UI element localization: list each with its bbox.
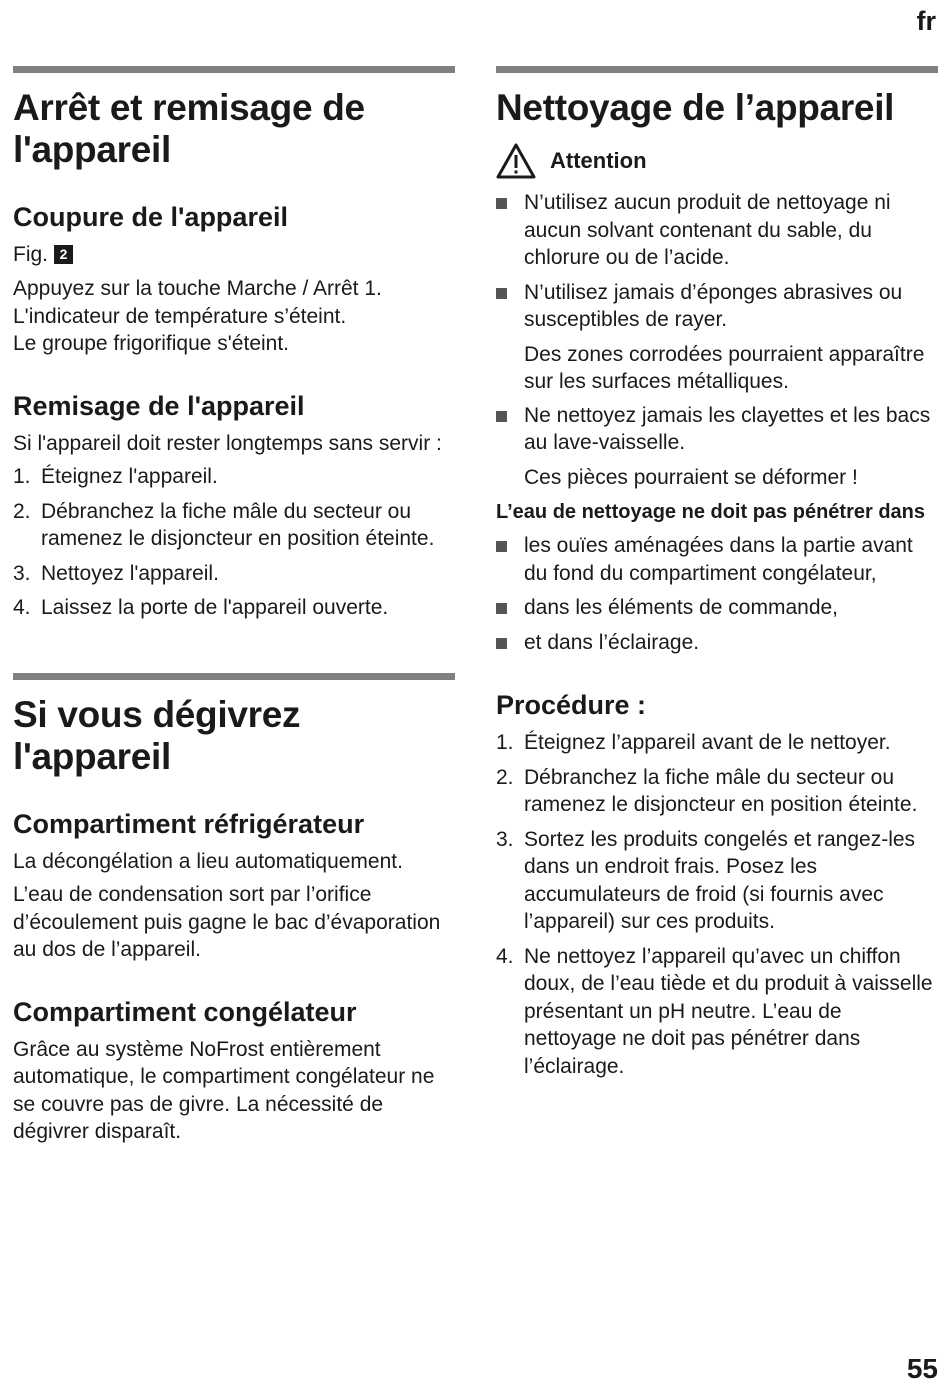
heading-switch-off: Coupure de l'appareil [13,202,288,232]
list-item [496,629,938,657]
section-rule [13,66,455,73]
fridge-text-2: L’eau de condensation sort par l’orifice d’écoulement puis gagne le bac d’évaporation au dos de l’appareil. [13,883,441,961]
list-item [496,729,938,757]
section-title-cleaning: Nettoyage de l’appareil [496,87,895,128]
right-column [496,66,938,1087]
step-number: 3. [496,827,514,851]
warning-text: N’utilisez aucun produit de nettoyage ni aucun solvant contenant du sable, du chlorure ou de l’acide. [524,191,891,269]
step-number: 1. [496,731,514,754]
heading-procedure: Procédure : [496,690,647,720]
page-number: 55 [906,1353,938,1384]
bullet-square-icon [496,411,507,422]
list-item [13,463,455,491]
step-text: Éteignez l'appareil. [41,465,218,488]
warnings-list [496,189,938,334]
list-item [496,402,938,457]
water-item-text: dans les éléments de commande, [524,596,839,619]
fig-label: Fig. [13,243,49,266]
step-text: Laissez la porte de l'appareil ouverte. [41,596,389,619]
step-number: 4. [496,944,514,968]
attention-label: Attention [550,148,647,173]
step-number: 3. [13,561,31,585]
warning-triangle-icon [496,143,536,179]
bullet-square-icon [496,288,507,299]
warning-text: Ne nettoyez jamais les clayettes et les bacs au lave-vaisselle. [524,403,931,454]
water-item-text: les ouïes aménagées dans la partie avant du fond du compartiment congélateur, [524,534,913,585]
list-item [496,826,938,936]
storage-intro: Si l'appareil doit rester longtemps sans servir : [13,431,442,455]
fig-number-badge: 2 [54,245,73,264]
section-title-stopping: Arrêt et remisage de l'appareil [13,87,365,170]
freezer-text: Grâce au système NoFrost entièrement automatique, le compartiment congélateur ne se couvre pas de givre. La nécessité de dégivrer disparaît. [13,1037,435,1143]
step-text: Débranchez la fiche mâle du secteur ou ramenez le disjoncteur en position éteinte. [524,765,918,816]
list-item [13,498,455,553]
figure-reference [13,241,455,268]
attention-block [496,143,938,179]
procedure-steps [496,729,938,1080]
section-title-defrost: Si vous dégivrez l'appareil [13,693,301,777]
step-number: 2. [496,765,514,789]
step-number: 1. [13,465,31,488]
switch-off-line: Appuyez sur la touche Marche / Arrêt 1. [13,277,382,300]
step-text: Débranchez la fiche mâle du secteur ou ramenez le disjoncteur en position éteinte. [41,499,435,550]
step-number: 4. [13,596,31,619]
fridge-text-1: La décongélation a lieu automatiquement. [13,849,403,873]
step-number: 2. [13,499,31,523]
section-rule [13,673,455,680]
list-item [496,279,938,334]
list-item [13,560,455,588]
warnings-list-2 [496,402,938,457]
step-text: Sortez les produits congelés et rangez-les dans un endroit frais. Posez les accumulateurs de froid (si fournis avec l’appareil) sur ces produits. [524,827,916,933]
list-item [496,764,938,819]
step-text: Ne nettoyez l’appareil qu’avec un chiffon doux, de l’eau tiède et du produit à vaisselle présentant un pH neutre. L’eau de nettoyage ne doit pas pénétrer dans l’éclairage. [524,944,933,1078]
bullet-square-icon [496,638,507,649]
water-heading: L’eau de nettoyage ne doit pas pénétrer dans [496,501,925,523]
step-text: Nettoyez l'appareil. [41,561,219,585]
section-rule [496,66,938,73]
heading-fridge-compartment: Compartiment réfrigérateur [13,808,365,839]
switch-off-text [13,275,455,358]
warning-text: N’utilisez jamais d’éponges abrasives ou susceptibles de rayer. [524,280,903,331]
bullet-square-icon [496,603,507,614]
heading-storage: Remisage de l'appareil [13,390,305,421]
switch-off-line: Le groupe frigorifique s'éteint. [13,332,290,355]
list-item [496,189,938,272]
bullet-square-icon [496,541,507,552]
water-list [496,532,938,656]
list-item [496,532,938,587]
left-column [13,66,455,1152]
list-item [496,594,938,622]
bullet-square-icon [496,198,507,209]
water-item-text: et dans l’éclairage. [524,630,700,654]
heading-freezer-compartment: Compartiment congélateur [13,996,357,1027]
switch-off-line: L'indicateur de température s’éteint. [13,304,347,328]
language-code: fr [916,6,936,36]
deform-note: Ces pièces pourraient se déformer ! [524,465,858,489]
storage-steps [13,463,455,622]
step-text: Éteignez l’appareil avant de le nettoyer. [524,731,891,754]
list-item [13,594,455,622]
list-item [496,943,938,1081]
corrosion-note: Des zones corrodées pourraient apparaître sur les surfaces métalliques. [524,342,925,393]
